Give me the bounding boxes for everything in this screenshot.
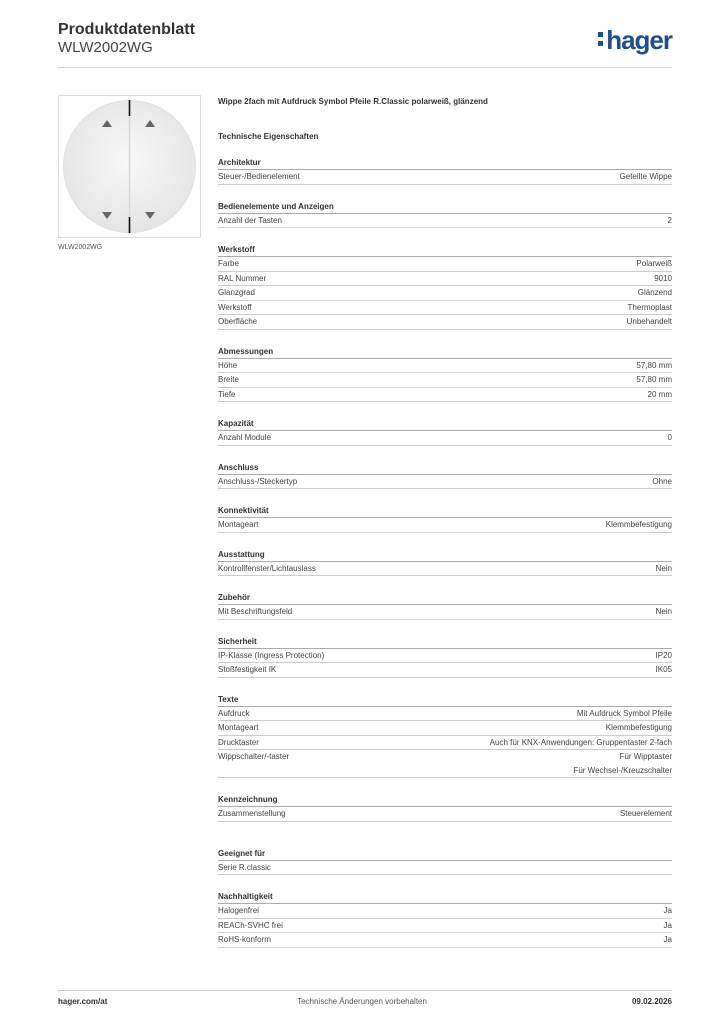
spec-value: IP20 (655, 650, 672, 660)
section-title: Texte (218, 694, 672, 707)
spec-value-line: Für Wipptaster (619, 752, 672, 761)
image-caption: WLW2002WG (58, 244, 103, 251)
spec-key: Anzahl Module (218, 433, 271, 442)
spec-section (218, 794, 672, 822)
spec-value: Polarweiß (636, 259, 672, 268)
spec-row (218, 518, 672, 533)
section-title: Geeignet für (218, 848, 672, 861)
logo-colon-icon (598, 27, 604, 46)
spec-value: Steuerelement (619, 809, 672, 818)
spec-row (218, 301, 672, 316)
section-title: Kapazität (218, 418, 672, 431)
spec-row (218, 257, 672, 272)
spec-key: Wippschalter/-taster (218, 752, 290, 761)
section-title: Zubehör (218, 592, 672, 605)
spec-row (218, 919, 672, 934)
spec-row (218, 721, 672, 736)
product-number: WLW2002WG (58, 39, 153, 56)
spec-row (218, 933, 672, 948)
spec-key: Drucktaster (218, 737, 259, 747)
spec-row (218, 286, 672, 301)
spec-value: Ohne (652, 476, 672, 486)
spec-key: Serie R.classic (218, 862, 271, 872)
spec-value: Nein (655, 563, 672, 573)
section-title: Ausstattung (218, 549, 672, 562)
footer-divider (58, 990, 672, 991)
footer-disclaimer: Technische Änderungen vorbehalten (297, 997, 427, 1006)
spec-key: Aufdruck (218, 708, 250, 718)
spec-key: Steuer-/Bedienelement (218, 172, 300, 181)
spec-value: 20 mm (647, 389, 672, 399)
spec-row (218, 736, 672, 751)
spec-key: REACh-SVHC frei (218, 920, 283, 930)
spec-row (218, 649, 672, 664)
section-title: Kennzeichnung (218, 794, 672, 807)
spec-value: IK05 (655, 665, 672, 674)
spec-section (218, 201, 672, 229)
spec-key: Glanzgrad (218, 288, 255, 297)
hager-logo (598, 27, 672, 53)
spec-section (218, 592, 672, 620)
spec-row (218, 373, 672, 388)
spec-value: Mit Aufdruck Symbol Pfeile (576, 708, 672, 718)
spec-value: 57,80 mm (636, 360, 672, 370)
footer-website: hager.com/at (58, 997, 108, 1006)
logo-text: hager (606, 25, 672, 55)
spec-value-line: Für Wechsel-/Kreuzschalter (573, 765, 672, 775)
spec-key: Halogenfrei (218, 906, 259, 915)
spec-key: Kontrollfenster/Lichtauslass (218, 563, 316, 573)
spec-row (218, 170, 672, 185)
spec-value: 2 (667, 215, 672, 225)
spec-row (218, 562, 672, 577)
spec-key: Werkstoff (218, 302, 252, 312)
spec-content (218, 96, 672, 948)
spec-key: Breite (218, 375, 239, 384)
section-title: Sicherheit (218, 636, 672, 649)
section-title: Werkstoff (218, 244, 672, 257)
spec-value: Auch für KNX-Anwendungen: Gruppentaster 2-fach (489, 737, 672, 747)
spec-value: Nein (655, 607, 672, 616)
spec-section (218, 462, 672, 490)
product-description: Wippe 2fach mit Aufdruck Symbol Pfeile R.Classic polarweiß, glänzend (218, 97, 488, 106)
spec-row (218, 807, 672, 822)
spec-sections (218, 157, 672, 948)
spec-value: 57,80 mm (636, 375, 672, 384)
spec-key: Höhe (218, 360, 238, 370)
spec-section (218, 505, 672, 533)
section-title: Nachhaltigkeit (218, 891, 672, 904)
spec-row (218, 214, 672, 229)
spec-row (218, 431, 672, 446)
section-title: Bedienelemente und Anzeigen (218, 201, 672, 214)
spec-row (218, 904, 672, 919)
spec-key: Stoßfestigkeit IK (218, 665, 277, 674)
spec-section (218, 157, 672, 185)
page-title: Produktdatenblatt (58, 21, 195, 38)
spec-key: Montageart (218, 520, 259, 529)
spec-row (218, 861, 672, 876)
spec-value: Unbehandelt (626, 317, 672, 326)
spec-key: RoHS-konform (218, 935, 271, 944)
spec-row (218, 315, 672, 330)
spec-value: Ja (663, 906, 672, 915)
spec-section (218, 694, 672, 779)
spec-section (218, 346, 672, 403)
spec-value: Glänzend (637, 288, 672, 297)
spec-key: Montageart (218, 723, 259, 732)
section-title: Abmessungen (218, 346, 672, 359)
section-title: Konnektivität (218, 505, 672, 518)
spec-value: Klemmbefestigung (605, 723, 672, 732)
spec-key: Tiefe (218, 389, 236, 399)
spec-section (218, 418, 672, 446)
spec-row (218, 663, 672, 678)
spec-key: Anzahl der Tasten (218, 215, 282, 225)
spec-row (218, 605, 672, 620)
spec-row (218, 359, 672, 374)
spec-section (218, 244, 672, 330)
spec-value: Ja (663, 935, 672, 944)
spec-value: Thermoplast (627, 302, 672, 312)
spec-row (218, 750, 672, 778)
document-header (58, 20, 195, 57)
spec-value: 9010 (654, 273, 672, 283)
spec-section (218, 891, 672, 948)
section-title: Architektur (218, 157, 672, 170)
spec-key: Oberfläche (218, 317, 258, 326)
spec-key: Mit Beschriftungsfeld (218, 607, 293, 616)
spec-value: 0 (667, 433, 672, 442)
footer-date: 09.02.2026 (631, 997, 672, 1006)
spec-value (573, 750, 672, 777)
spec-value: Geteilte Wippe (619, 172, 672, 181)
spec-row (218, 707, 672, 722)
spec-key: Zusammenstellung (218, 809, 286, 818)
spec-key: Anschluss-/Steckertyp (218, 476, 298, 486)
spec-row (218, 272, 672, 287)
spec-row (218, 475, 672, 490)
spec-value: Klemmbefestigung (605, 520, 672, 529)
product-image (58, 95, 201, 238)
spec-key: Farbe (218, 259, 239, 268)
spec-key: IP-Klasse (Ingress Protection) (218, 650, 325, 660)
tech-properties-heading: Technische Eigenschaften (218, 132, 319, 141)
section-title: Anschluss (218, 462, 672, 475)
spec-section (218, 636, 672, 678)
spec-section (218, 549, 672, 577)
spec-key: RAL Nummer (218, 273, 267, 283)
spec-value: Ja (663, 920, 672, 930)
header-divider (58, 67, 672, 68)
spec-section (218, 848, 672, 876)
spec-row (218, 388, 672, 403)
